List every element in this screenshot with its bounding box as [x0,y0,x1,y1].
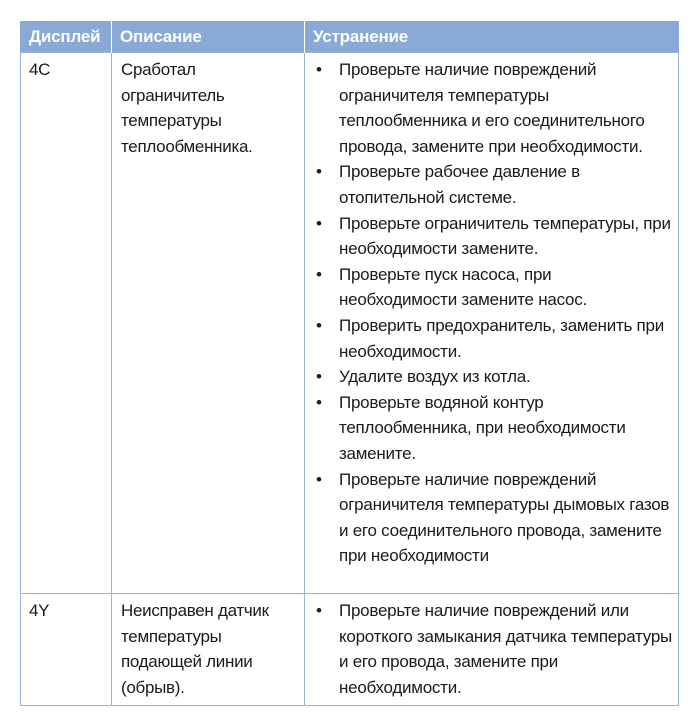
fault-description [112,53,305,594]
bullet-icon: • [316,392,322,412]
fix-text: Проверьте водяной контур теплообменника, при необходимости замените. [339,392,626,463]
bullet-icon: • [316,469,322,489]
header-description: Описание [112,21,305,53]
fault-code-table [20,21,679,706]
fix-text: Проверьте рабочее давление в отопительной системе. [339,162,580,207]
fix-text: Проверьте наличие повреждений ограничителя температуры дымовых газов и его соединительного провода, замените при необходимости [339,469,670,566]
fix-list [314,57,672,569]
bullet-icon: • [316,213,322,233]
bullet-icon: • [316,601,322,620]
fault-description-text: Неисправен датчик температуры подающей линии (обрыв). [121,601,269,697]
fault-description-text: Сработал ограничитель температуры теплообменника. [121,60,253,156]
list-item [314,364,672,390]
list-item [314,159,672,210]
fault-code [21,594,112,706]
list-item [314,390,672,467]
fault-description [112,594,305,706]
table-header-row [21,21,679,53]
fix-list [314,598,672,700]
header-display: Дисплей [21,21,112,53]
fault-fixes [305,53,679,594]
fix-text: Удалите воздух из котла. [339,367,531,387]
list-item [314,598,672,700]
table-row [21,53,679,594]
fault-fixes [305,594,679,706]
fault-code-text: 4C [29,60,51,79]
fix-text: Проверьте наличие повреждений или короткого замыкания датчика температуры и его провода, замените при необходимости. [339,601,672,697]
bullet-icon: • [316,60,322,79]
fault-code-text: 4Y [29,601,50,620]
bullet-icon: • [316,264,322,284]
fix-text: Проверить предохранитель, заменить при необходимости. [339,315,664,361]
list-item [314,467,672,569]
list-item [314,57,672,159]
fix-text: Проверьте наличие повреждений ограничителя температуры теплообменника и его соединительного провода, замените при необходимости. [339,60,645,156]
list-item [314,262,672,313]
list-item [314,313,672,364]
bullet-icon: • [316,315,322,335]
fix-text: Проверьте ограничитель температуры, при необходимости замените. [339,213,671,259]
table-row [21,594,679,706]
bullet-icon: • [316,162,322,182]
list-item [314,211,672,262]
header-fix: Устранение [305,21,679,53]
fix-text: Проверьте пуск насоса, при необходимости замените насос. [339,264,587,310]
bullet-icon: • [316,367,322,387]
fault-code [21,53,112,594]
